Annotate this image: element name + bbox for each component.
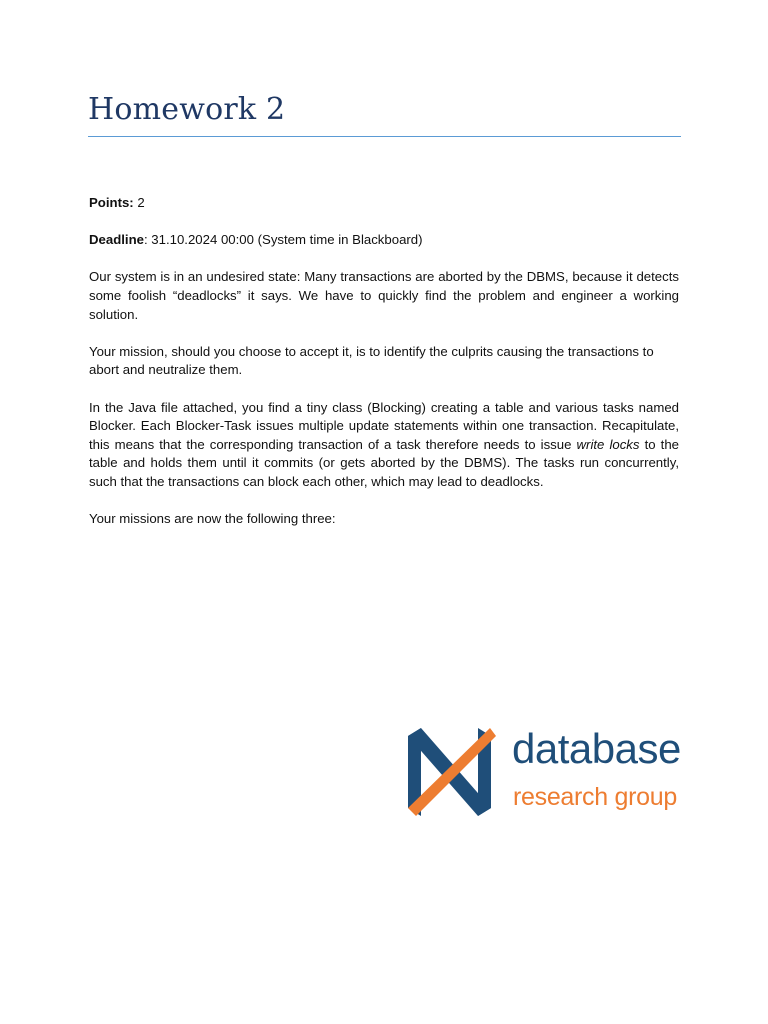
document-title: Homework 2 <box>88 92 286 127</box>
document-body <box>89 194 679 547</box>
paragraph-java-part2: to the table and holds them until it commits (or gets aborted by the DBMS). The tasks run concurrently, such that the transactions can block each other, which may lead to deadlocks. <box>89 436 679 489</box>
database-research-group-logo <box>404 724 694 824</box>
paragraph-java-part1: In the Java file attached, you find a tiny class (Blocking) creating a table and various tasks named Blocker. Each Blocker-Task issues multiple update statements within one transaction. Recapitulate, this means that the corresponding transaction of a task therefore needs to issue <box>89 399 679 452</box>
title-underline <box>88 136 681 137</box>
logo-word-research-group: research group <box>513 783 677 811</box>
paragraph-intro: Our system is in an undesired state: Many transactions are aborted by the DBMS, because it detects some foolish “deadlocks” it says. We have to quickly find the problem and engineer a working solution. <box>89 269 679 322</box>
write-locks-emphasis: write locks <box>576 436 640 452</box>
logo-mark-icon <box>404 724 500 824</box>
paragraph-missions-intro: Your missions are now the following three: <box>89 511 336 527</box>
logo-word-database: database <box>512 725 681 772</box>
points-line <box>89 194 679 213</box>
deadline-value: : 31.10.2024 00:00 (System time in Blackboard) <box>143 232 423 248</box>
paragraph-mission: Your mission, should you choose to accept it, is to identify the culprits causing the transactions to abort and neutralize them. <box>89 343 654 378</box>
deadline-line <box>89 231 679 250</box>
points-label: Points: <box>89 195 134 210</box>
paragraph-java-file <box>89 399 679 492</box>
deadline-label: Deadline <box>89 232 144 248</box>
points-value: 2 <box>137 195 145 210</box>
